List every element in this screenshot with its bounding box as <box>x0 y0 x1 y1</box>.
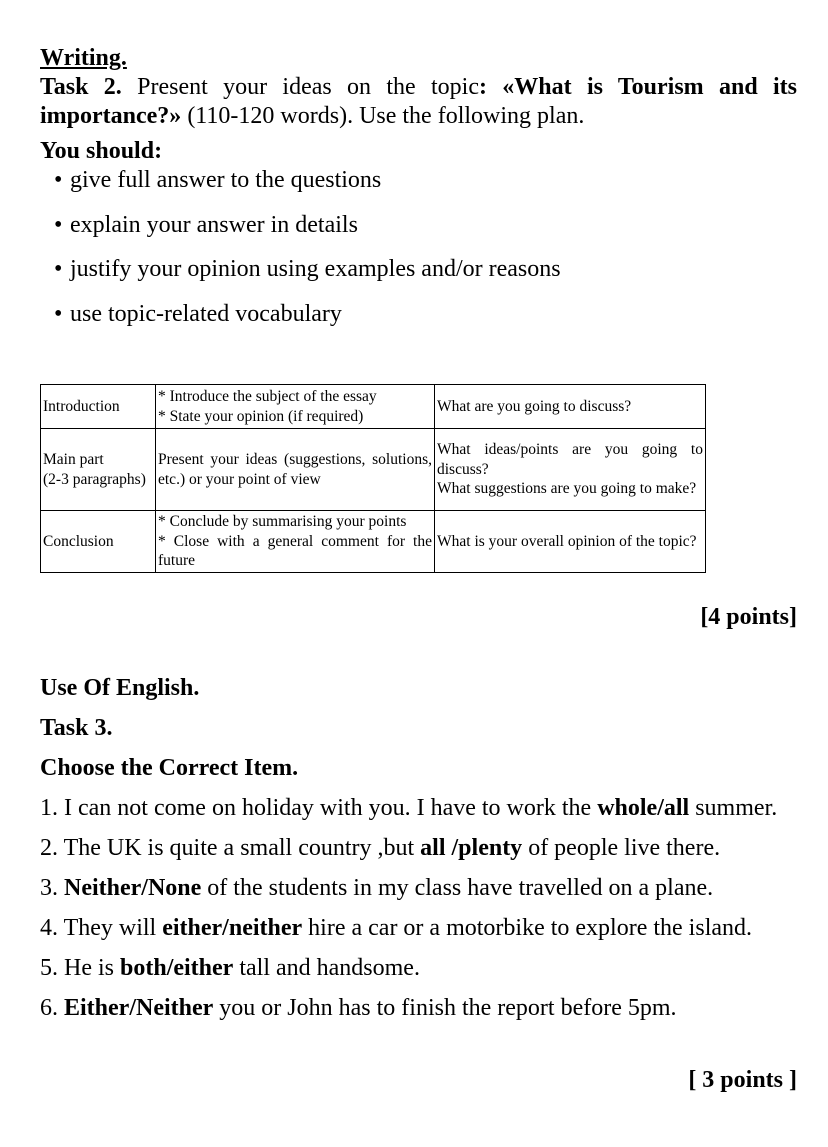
bullet-icon: • <box>54 211 63 238</box>
exercise-item: 5. He is both/either tall and handsome. <box>40 955 420 981</box>
table-cell-content: * Introduce the subject of the essay * State your opinion (if required) <box>156 385 435 429</box>
list-item: • explain your answer in details <box>54 211 358 238</box>
task2-points: [4 points] <box>700 604 797 630</box>
list-item: • justify your opinion using examples and/or reasons <box>54 256 561 282</box>
exercise-item: 6. Either/Neither you or John has to finish the report before 5pm. <box>40 995 677 1021</box>
task3-label: Task 3. <box>40 715 113 741</box>
use-of-english-section <box>40 674 797 1034</box>
table-row <box>41 385 706 429</box>
task2-topic: : «What is Tourism and its importance?» <box>40 74 798 129</box>
bullet-icon: • <box>54 167 63 193</box>
use-of-english-heading: Use Of English. <box>40 675 200 701</box>
bullet-icon: • <box>54 256 63 282</box>
task2-instructions <box>40 73 797 131</box>
choice-options: either/neither <box>162 915 303 941</box>
choice-options: both/either <box>120 955 234 981</box>
table-row <box>41 429 706 511</box>
table-cell-section: Introduction <box>41 385 156 429</box>
list-item: • give full answer to the questions <box>54 167 382 193</box>
exercise-item: 1. I can not come on holiday with you. I have to work the whole/all summer. <box>40 795 778 821</box>
table-cell-questions: What is your overall opinion of the topic? <box>435 511 706 573</box>
table-cell-section: Main part (2-3 paragraphs) <box>41 429 156 511</box>
table-cell-content: Present your ideas (suggestions, solutions, etc.) or your point of view <box>156 429 435 511</box>
choice-options: Either/Neither <box>64 995 214 1021</box>
task3-instruction: Choose the Correct Item. <box>40 755 299 781</box>
task2-text-1: Present your ideas on the topic <box>121 74 479 100</box>
exercise-item: 3. Neither/None of the students in my class have travelled on a plane. <box>40 875 714 901</box>
requirements-list <box>54 166 797 329</box>
you-should-heading: You should: <box>40 138 163 164</box>
table-cell-questions: What ideas/points are you going to discuss? What suggestions are you going to make? <box>435 429 706 511</box>
exercise-item: 2. The UK is quite a small country ,but all /plenty of people live there. <box>40 835 721 861</box>
task3-points: [ 3 points ] <box>688 1067 797 1093</box>
list-item: • use topic-related vocabulary <box>54 300 342 327</box>
exercise-item: 4. They will either/neither hire a car or a motorbike to explore the island. <box>40 915 753 941</box>
writing-heading: Writing. <box>40 45 127 71</box>
worksheet-page <box>40 44 798 1093</box>
choice-options: whole/all <box>597 795 690 821</box>
task2-text-2: (110-120 words). Use the following plan. <box>181 103 585 129</box>
choice-options: Neither/None <box>64 875 202 901</box>
essay-plan-table <box>40 384 706 573</box>
task2-label: Task 2. <box>40 74 122 100</box>
table-cell-section: Conclusion <box>41 511 156 573</box>
bullet-icon: • <box>54 300 63 327</box>
table-cell-content: * Conclude by summarising your points * Close with a general comment for the future <box>156 511 435 573</box>
table-row <box>41 511 706 573</box>
choice-options: all /plenty <box>420 835 523 861</box>
table-cell-questions: What are you going to discuss? <box>435 385 706 429</box>
